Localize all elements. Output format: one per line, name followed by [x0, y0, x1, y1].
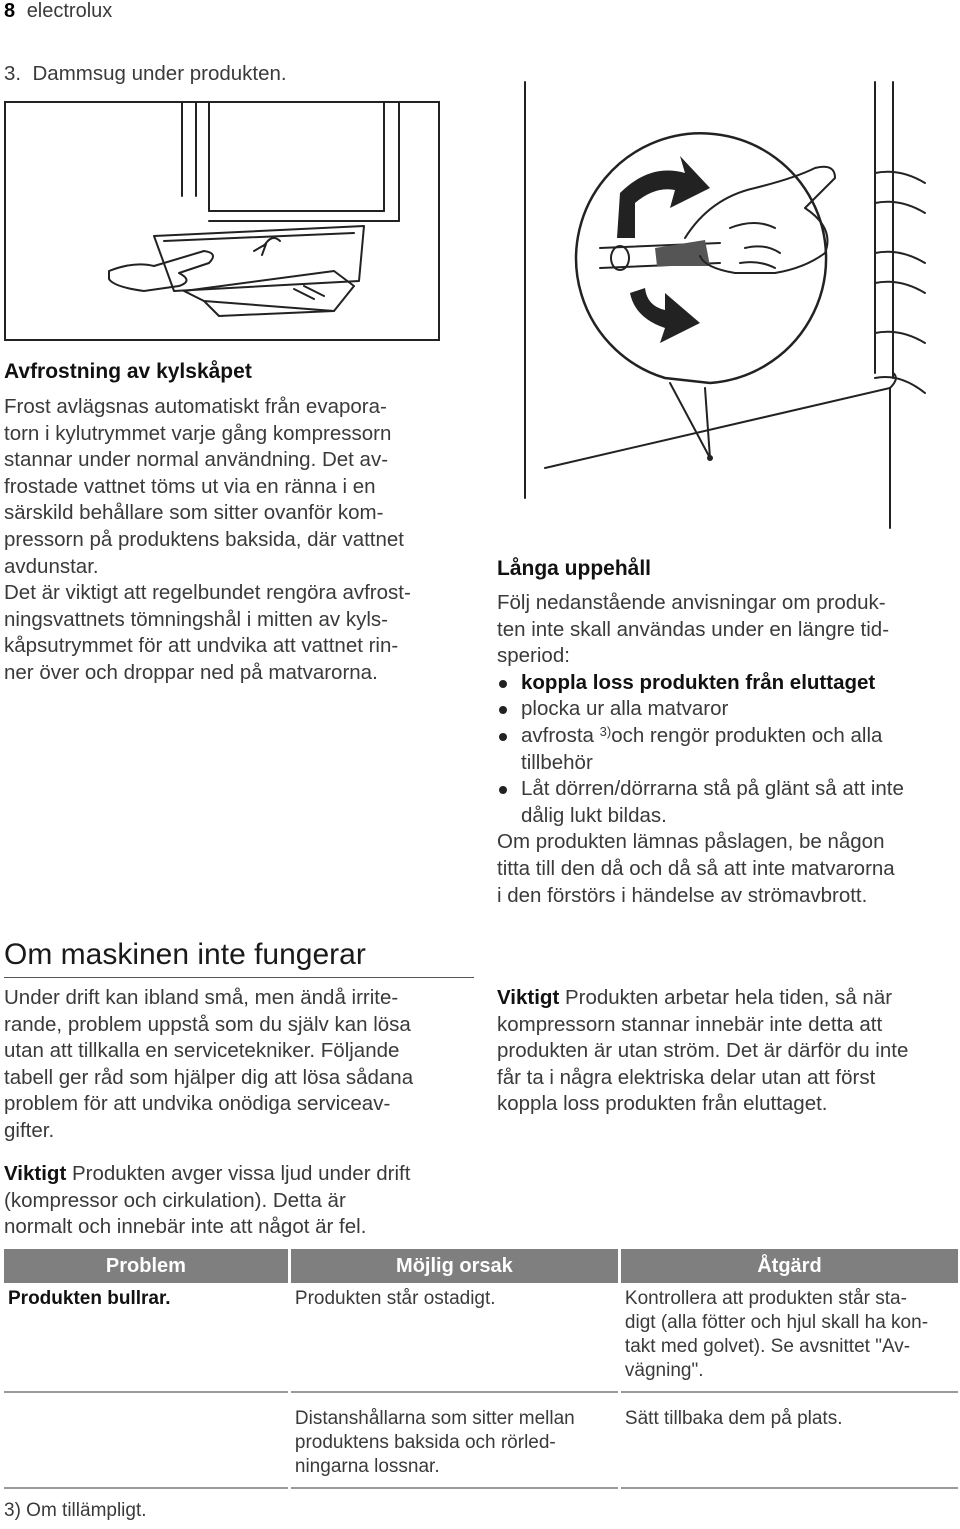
cell-cause: Produkten står ostadigt.	[291, 1283, 618, 1393]
cell-problem: Produkten bullrar.	[4, 1283, 288, 1393]
list-item-text: tillbehör	[521, 750, 593, 774]
list-item	[497, 723, 959, 776]
important-text: koppla loss produkten från eluttaget.	[497, 1092, 828, 1116]
brand-name: electrolux	[26, 0, 113, 22]
malfunction-line: rande, problem uppstå som du själv kan lösa	[4, 1012, 411, 1036]
important-text: produkten är utan ström. Det är därför du inte	[497, 1039, 909, 1063]
malfunction-line: Under drift kan ibland små, men ändå irrite-	[4, 986, 399, 1009]
list-item: plocka ur alla matvaror	[497, 696, 959, 723]
illustration-vacuum	[4, 101, 440, 341]
malfunction-heading: Om maskinen inte fungerar	[4, 938, 366, 971]
defrost-line: Frost avlägsnas automatiskt från evapora-	[4, 395, 387, 418]
list-item-text: Låt dörren/dörrarna stå på glänt så att inte	[521, 777, 904, 801]
page-header	[4, 0, 112, 23]
list-item-text: och rengör produkten och alla	[611, 723, 883, 747]
column-header-problem: Problem	[4, 1249, 288, 1283]
defrost-line: avdunstar.	[4, 554, 99, 578]
malfunction-line: gifter.	[4, 1118, 55, 1142]
long-absence-outro-line: Om produkten lämnas påslagen, be någon	[497, 830, 885, 854]
defrost-line: ner över och droppar ned på matvarorna.	[4, 660, 378, 684]
malfunction-important	[4, 1161, 474, 1241]
defrost-line: ningsvattnets tömningshål i mitten av kyls-	[4, 607, 388, 631]
heading-divider	[4, 977, 474, 978]
long-absence-list	[497, 670, 959, 830]
list-item-text: avfrosta	[521, 723, 600, 747]
page-number: 8	[4, 0, 16, 22]
long-absence-heading: Långa uppehåll	[497, 557, 652, 580]
defrost-line: särskild behållare som sitter ovanför kom-	[4, 501, 384, 525]
footnote-ref: 3)	[599, 723, 612, 739]
long-absence-body	[497, 590, 959, 909]
defrost-line: kåpsutrymmet för att undvika att vattnet rin-	[4, 634, 399, 658]
important-label: Viktigt	[497, 986, 560, 1009]
defrost-line: stannar under normal användning. Det av-	[4, 448, 389, 472]
list-item-text: dålig lukt bildas.	[521, 803, 667, 827]
important-label: Viktigt	[4, 1162, 67, 1185]
defrost-line: frostade vattnet töms ut via en ränna i en	[4, 474, 376, 498]
vacuum-under-appliance-illustration	[4, 101, 440, 341]
table-row	[4, 1283, 958, 1393]
right-important-note	[497, 985, 959, 1118]
important-text: Produkten arbetar hela tiden, så när	[559, 986, 893, 1009]
important-text: Produkten avger vissa ljud under drift	[66, 1162, 411, 1185]
cell-cause: Distanshållarna som sitter mellan produktens baksida och rörled- ningarna lossnar.	[291, 1393, 618, 1489]
list-item	[497, 776, 959, 829]
column-header-cause: Möjlig orsak	[291, 1249, 618, 1283]
important-text: får ta i några elektriska delar utan att först	[497, 1065, 876, 1089]
cell-action: Kontrollera att produkten står sta- digt (alla fötter och hjul skall ha kon- takt med golvet). Se avsnittet "Av- vägning".	[621, 1283, 958, 1393]
cell-problem	[4, 1393, 288, 1489]
malfunction-line: utan att tillkalla en servicetekniker. Följande	[4, 1039, 400, 1063]
important-text: normalt och innebär inte att något är fel.	[4, 1215, 367, 1239]
step-3-text: 3. Dammsug under produkten.	[4, 62, 287, 85]
cell-action: Sätt tillbaka dem på plats.	[621, 1393, 958, 1489]
list-item: koppla loss produkten från eluttaget	[497, 670, 959, 697]
troubleshooting-table	[1, 1249, 960, 1489]
long-absence-outro-line: titta till den då och då så att inte matvarorna	[497, 856, 895, 880]
defrost-line: torn i kylutrymmet varje gång kompressorn	[4, 421, 392, 445]
illustration-drain-hole	[505, 78, 957, 530]
important-text: (kompressor och cirkulation). Detta är	[4, 1188, 346, 1212]
table-row	[4, 1393, 958, 1489]
defrost-line: pressorn på produktens baksida, där vattnet	[4, 527, 404, 551]
long-absence-intro-line: ten inte skall användas under en längre tid-	[497, 617, 890, 641]
long-absence-intro-line: speriod:	[497, 644, 570, 668]
long-absence-intro-line: Följ nedanstående anvisningar om produk-	[497, 591, 886, 614]
cleaning-drain-hole-illustration	[505, 78, 957, 530]
defrost-body	[4, 394, 474, 687]
table-header-row	[4, 1249, 958, 1283]
footnote: 3) Om tillämpligt.	[4, 1500, 147, 1521]
long-absence-outro-line: i den förstörs i händelse av strömavbrott.	[497, 883, 868, 907]
column-header-action: Åtgärd	[621, 1249, 958, 1283]
malfunction-body	[4, 985, 474, 1145]
defrost-heading: Avfrostning av kylskåpet	[4, 360, 252, 383]
important-text: kompressorn stannar innebär inte detta att	[497, 1012, 883, 1036]
malfunction-line: tabell ger råd som hjälper dig att lösa sådana	[4, 1065, 414, 1089]
malfunction-line: problem för att undvika onödiga serviceav-	[4, 1092, 391, 1116]
defrost-line: Det är viktigt att regelbundet rengöra avfrost-	[4, 581, 411, 605]
